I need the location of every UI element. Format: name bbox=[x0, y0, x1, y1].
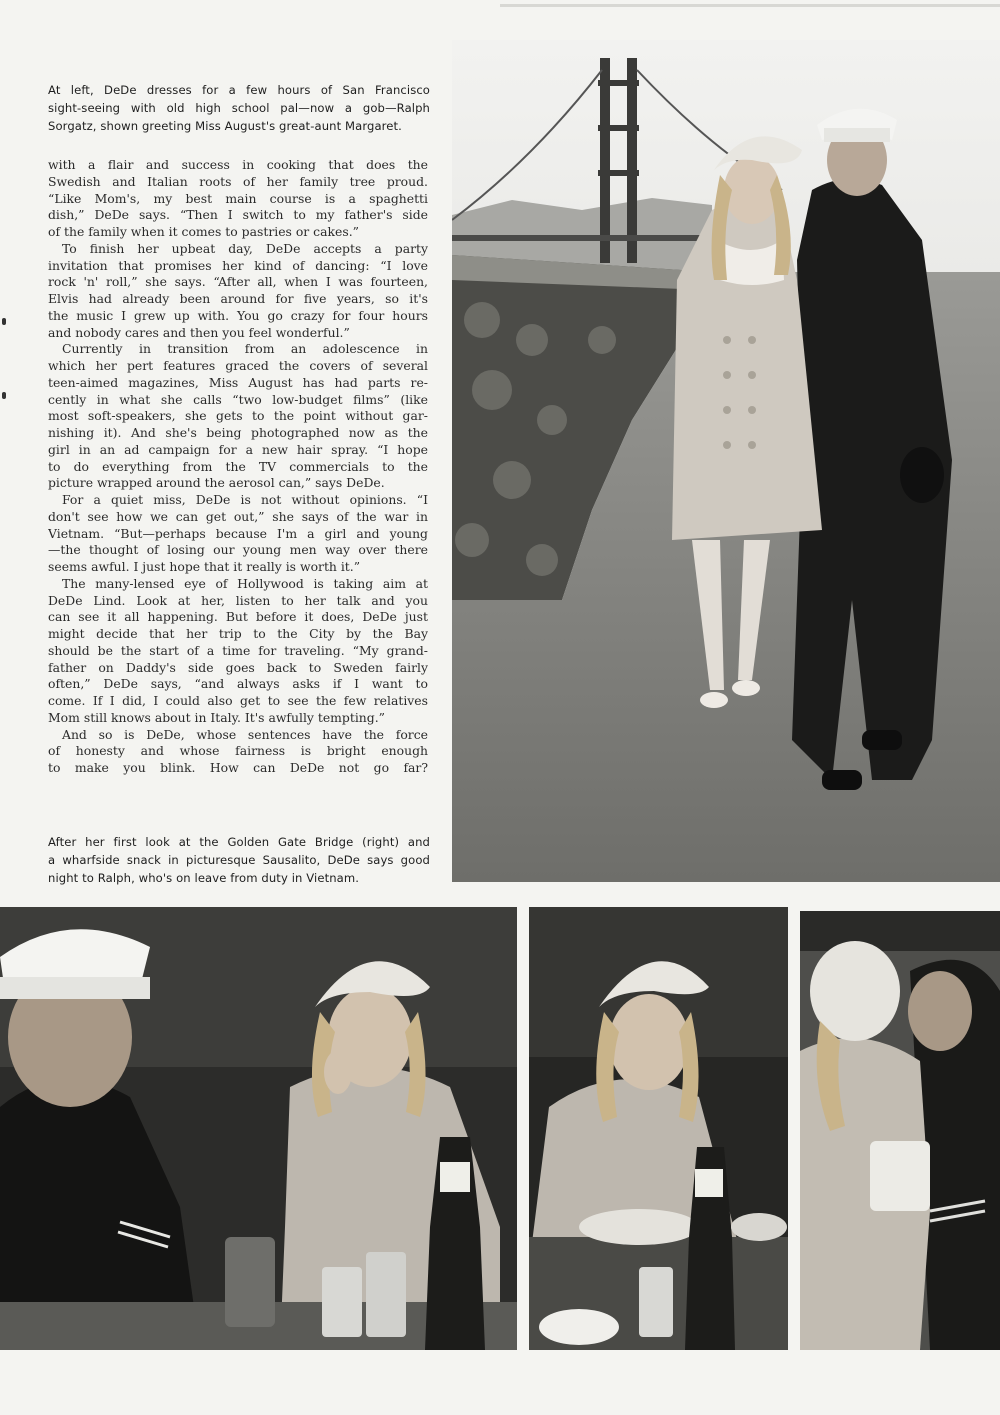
article-body bbox=[48, 157, 428, 777]
article-line: might decide that her trip to the City by the Bay bbox=[48, 626, 428, 641]
caption-line: sight-seeing with old high school pal—now a gob—Ralph bbox=[48, 101, 430, 115]
article-line: Elvis had already been around for five years, so it's bbox=[48, 291, 428, 306]
photo-goodnight-kiss-image bbox=[800, 911, 1000, 1350]
article-line: the music I grew up with. You go crazy for four hours bbox=[48, 307, 428, 323]
article-line: with a flair and success in cooking that does the bbox=[48, 157, 428, 172]
article-line: should be the start of a time for traveling. “My grand- bbox=[48, 642, 428, 658]
photo-goodnight-kiss bbox=[800, 911, 1000, 1350]
article-line: often,” DeDe says, “and always asks if I want to bbox=[48, 676, 428, 692]
article-line: nishing it). And she's being photographed now as the bbox=[48, 425, 428, 440]
photo-wharfside-snack-image bbox=[529, 907, 788, 1350]
article-line: father on Daddy's side goes back to Sweden fairly bbox=[48, 659, 428, 675]
photo-golden-gate-walk bbox=[452, 40, 1000, 882]
article-line: For a quiet miss, DeDe is not without opinions. “I bbox=[62, 492, 428, 507]
article-line: to do everything from the TV commercials to the bbox=[48, 458, 428, 474]
caption-line: a wharfside snack in picturesque Sausalito, DeDe says good bbox=[48, 853, 430, 867]
article-line: “Like Mom's, my best main course is a spaghetti bbox=[48, 190, 428, 206]
article-line: most soft-speakers, she gets to the point without gar- bbox=[48, 408, 428, 424]
article-line: can see it all happening. But before it does, DeDe just bbox=[48, 609, 428, 625]
article-line: which her pert features graced the covers of several bbox=[48, 358, 428, 373]
caption-line: At left, DeDe dresses for a few hours of San Francisco bbox=[48, 83, 430, 97]
article-line: To finish her upbeat day, DeDe accepts a party bbox=[62, 240, 428, 256]
article-line: to make you blink. How can DeDe not go far? bbox=[48, 760, 428, 775]
article-line: Swedish and Italian roots of her family tree proud. bbox=[48, 173, 428, 189]
article-line: Mom still knows about in Italy. It's awfully tempting.” bbox=[48, 709, 385, 725]
article-line: picture wrapped around the aerosol can,” says DeDe. bbox=[48, 475, 385, 491]
article-line: come. If I did, I could also get to see the few relatives bbox=[48, 693, 428, 708]
article-line: don't see how we can get out,” she says of the war in bbox=[48, 508, 428, 524]
article-line: Currently in transition from an adolescence in bbox=[62, 341, 428, 357]
article-line: of the family when it comes to pastries or cakes.” bbox=[48, 224, 359, 239]
article-line: The many-lensed eye of Hollywood is taking aim at bbox=[62, 575, 428, 591]
photo-golden-gate-walk-image bbox=[452, 40, 1000, 882]
photo-wharfside-snack bbox=[529, 907, 788, 1350]
caption-line: After her first look at the Golden Gate Bridge (right) and bbox=[48, 835, 430, 849]
article-line: DeDe Lind. Look at her, listen to her talk and you bbox=[48, 592, 428, 608]
binding-mark bbox=[2, 392, 6, 399]
article-line: Vietnam. “But—perhaps because I'm a girl and young bbox=[48, 525, 428, 541]
photo-sausalito-table-image bbox=[0, 907, 517, 1350]
article-line: girl in an ad campaign for a new hair spray. “I hope bbox=[48, 441, 428, 457]
article-line: and nobody cares and then you feel wonderful.” bbox=[48, 324, 350, 340]
article-line: invitation that promises her kind of dancing: “I love bbox=[48, 257, 428, 273]
article-line: dish,” DeDe says. “Then I switch to my father's side bbox=[48, 207, 428, 223]
article-line: —the thought of losing our young men way over there bbox=[48, 542, 428, 558]
article-line: cently in what she calls “two low-budget films” (like bbox=[48, 391, 428, 407]
article-line: of honesty and whose fairness is bright enough bbox=[48, 743, 428, 759]
caption-bottom bbox=[48, 833, 430, 887]
article-line: And so is DeDe, whose sentences have the force bbox=[62, 726, 428, 742]
binding-mark bbox=[2, 318, 6, 325]
top-edge-rule bbox=[500, 4, 1000, 7]
article-line: seems awful. I just hope that it really is worth it.” bbox=[48, 559, 361, 574]
caption-line: night to Ralph, who's on leave from duty in Vietnam. bbox=[48, 871, 360, 885]
article-line: rock 'n' roll,” she says. “After all, when I was fourteen, bbox=[48, 274, 428, 290]
photo-sausalito-table bbox=[0, 907, 517, 1350]
caption-line: Sorgatz, shown greeting Miss August's great-aunt Margaret. bbox=[48, 119, 402, 133]
caption-top bbox=[48, 81, 430, 135]
article-line: teen-aimed magazines, Miss August has had parts re- bbox=[48, 374, 428, 390]
